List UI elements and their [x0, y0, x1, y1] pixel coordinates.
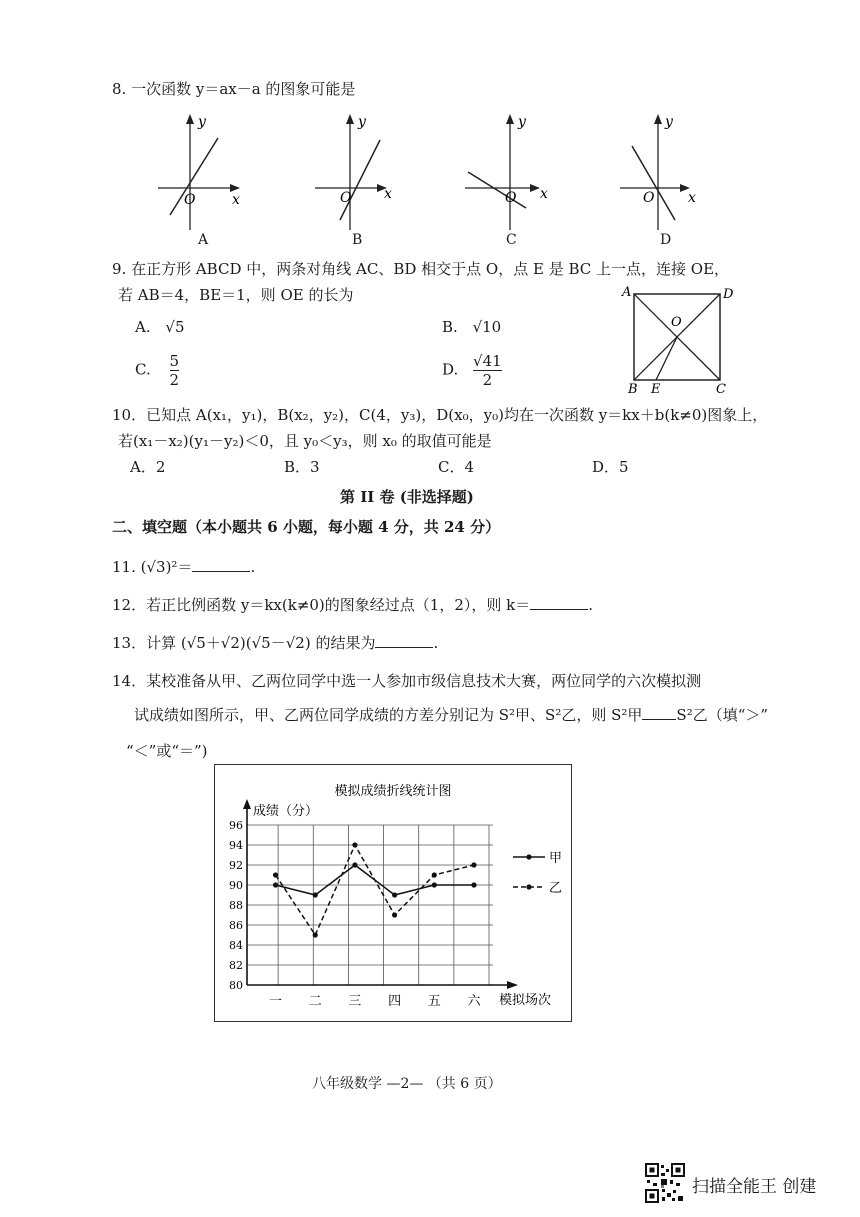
data-point	[471, 862, 476, 867]
question-14-line2-text: 试成绩如图所示，甲、乙两位同学成绩的方差分别记为 S²甲、S²乙，则 S²甲	[134, 706, 643, 724]
fig-label-c: C	[716, 382, 726, 395]
chart-ylabel: 成绩（分）	[253, 804, 319, 819]
x-tick-label: 一	[269, 994, 283, 1009]
qr-code-icon	[645, 1163, 685, 1203]
q9-option-c-label: C.	[135, 360, 151, 379]
graph-c-origin: O	[505, 190, 517, 206]
series-line-2	[276, 845, 474, 935]
question-11-text: 11. (√3)²＝	[112, 558, 193, 576]
square-figure	[620, 280, 745, 395]
graph-c-y: y	[518, 114, 526, 130]
graph-b-label: B	[352, 232, 363, 248]
question-11-end: .	[250, 558, 256, 576]
question-12-end: .	[588, 596, 594, 614]
graph-a-label: A	[198, 232, 209, 248]
chart-axes	[243, 799, 518, 989]
fig-label-d: D	[723, 287, 734, 302]
graph-a-origin: O	[184, 192, 196, 208]
q10-option-a: A．2	[130, 458, 166, 476]
x-tick-label: 六	[467, 994, 481, 1009]
q9-option-b-value: √10	[472, 318, 502, 336]
data-point	[313, 892, 318, 897]
chart-xlabel: 模拟场次	[499, 993, 552, 1008]
legend-marker-2	[526, 884, 531, 889]
q10-option-b: B．3	[284, 458, 320, 476]
question-12	[112, 594, 593, 615]
chart-y-ticks	[229, 819, 243, 992]
y-tick-label: 82	[229, 959, 243, 972]
data-point	[273, 872, 278, 877]
graph-a	[158, 114, 240, 230]
part-2-title: 二、填空题（本小题共 6 小题，每小题 4 分，共 24 分）	[112, 518, 501, 536]
q9-option-a-label: A.	[135, 318, 151, 336]
y-tick-label: 86	[229, 919, 243, 932]
graph-d-label: D	[660, 232, 672, 248]
data-point	[352, 842, 357, 847]
fig-label-a: A	[622, 285, 632, 300]
q12-answer-blank[interactable]	[530, 595, 588, 610]
q9-option-d-label: D.	[442, 360, 459, 379]
graph-b	[315, 114, 392, 230]
x-tick-label: 二	[308, 994, 322, 1009]
data-point	[432, 872, 437, 877]
line-chart	[215, 765, 571, 1021]
q9-option-d	[442, 352, 502, 389]
q9-option-c-den: 2	[169, 371, 180, 389]
y-tick-label: 84	[229, 939, 243, 952]
y-tick-label: 94	[229, 839, 243, 852]
q9-option-b-label: B.	[442, 318, 458, 336]
q9-option-b	[442, 318, 501, 336]
question-11	[112, 556, 255, 577]
chart-x-ticks	[269, 994, 481, 1009]
question-14-line2	[134, 704, 768, 725]
question-13-end: .	[433, 634, 439, 652]
x-axis-arrow	[507, 981, 518, 989]
q9-option-d-den: 2	[482, 371, 493, 389]
x-tick-label: 四	[388, 994, 402, 1009]
chart-series	[273, 842, 477, 937]
q10-option-d: D．5	[592, 458, 629, 476]
q14-answer-blank[interactable]	[642, 705, 676, 720]
question-13-text: 13．计算 (√5＋√2)(√5－√2) 的结果为	[112, 634, 376, 652]
q11-answer-blank[interactable]	[192, 557, 250, 572]
page-footer: 八年级数学 —2— （共 6 页）	[312, 1076, 502, 1092]
question-9-line2: 若 AB＝4，BE＝1，则 OE 的长为	[118, 286, 354, 304]
data-point	[392, 912, 397, 917]
x-tick-label: 三	[348, 994, 362, 1009]
question-9-line1: 9. 在正方形 ABCD 中，两条对角线 AC、BD 相交于点 O，点 E 是 BC 上一点，连接 OE，	[112, 260, 730, 278]
data-point	[392, 892, 397, 897]
data-point	[352, 862, 357, 867]
q9-option-d-num: √41	[473, 352, 502, 370]
legend-marker-1	[526, 854, 531, 859]
fig-label-o: O	[671, 315, 682, 330]
q9-option-c	[135, 352, 179, 389]
fig-label-e: E	[651, 382, 661, 395]
x-tick-label: 五	[427, 994, 441, 1009]
question-10-line1: 10．已知点 A(x₁，y₁)，B(x₂，y₂)，C(4，y₃)，D(x₀，y₀)均在一次函数 y＝kx＋b(k≠0)图象上，	[112, 406, 768, 424]
graph-a-y: y	[198, 114, 206, 130]
q9-option-d-fraction	[473, 352, 502, 389]
graph-b-origin: O	[340, 190, 352, 206]
y-tick-label: 92	[229, 859, 243, 872]
y-tick-label: 88	[229, 899, 243, 912]
data-point	[273, 882, 278, 887]
graph-b-x: x	[384, 186, 392, 202]
q8-graphs	[150, 110, 720, 250]
q13-answer-blank[interactable]	[375, 633, 433, 648]
chart-frame	[214, 764, 572, 1022]
graph-d	[620, 114, 696, 230]
data-point	[313, 932, 318, 937]
question-12-text: 12．若正比例函数 y＝kx(k≠0)的图象经过点（1，2），则 k＝	[112, 596, 531, 614]
graph-d-origin: O	[643, 190, 655, 206]
y-axis-arrow	[243, 799, 251, 809]
graph-c-x: x	[540, 186, 548, 202]
graph-b-y: y	[358, 114, 366, 130]
question-14-line3: “＜”或“＝”)	[126, 742, 208, 760]
q9-option-a	[135, 318, 185, 336]
q9-option-c-fraction	[170, 352, 180, 389]
data-point	[471, 882, 476, 887]
question-8-text: 8. 一次函数 y＝ax－a 的图象可能是	[112, 80, 356, 98]
data-point	[432, 882, 437, 887]
graph-a-x: x	[232, 192, 240, 208]
y-tick-label: 96	[229, 819, 243, 832]
chart-legend	[513, 851, 562, 896]
question-13	[112, 632, 438, 653]
legend-label-1: 甲	[549, 851, 563, 866]
question-10-line2: 若(x₁－x₂)(y₁－y₂)＜0，且 y₀＜y₃，则 x₀ 的取值可能是	[118, 432, 492, 450]
q9-option-a-value: √5	[165, 318, 185, 336]
y-tick-label: 80	[229, 979, 243, 992]
q9-option-c-num: 5	[169, 352, 180, 370]
scanner-watermark: 扫描全能王 创建	[692, 1177, 817, 1197]
graph-d-x: x	[688, 190, 696, 206]
legend-label-2: 乙	[549, 881, 563, 896]
question-14-line1: 14．某校准备从甲、乙两位同学中选一人参加市级信息技术大赛，两位同学的六次模拟测	[112, 672, 702, 690]
fig-label-b: B	[628, 382, 638, 395]
question-14-line2-end: S²乙（填“＞”	[676, 706, 769, 724]
y-tick-label: 90	[229, 879, 243, 892]
graph-d-y: y	[665, 114, 673, 130]
section-2-title: 第 II 卷 (非选择题)	[340, 488, 474, 506]
graph-c-label: C	[506, 232, 517, 248]
q10-option-c: C．4	[438, 458, 475, 476]
chart-title: 模拟成绩折线统计图	[334, 784, 452, 799]
graph-c	[465, 114, 548, 230]
chart-grid	[247, 825, 493, 985]
